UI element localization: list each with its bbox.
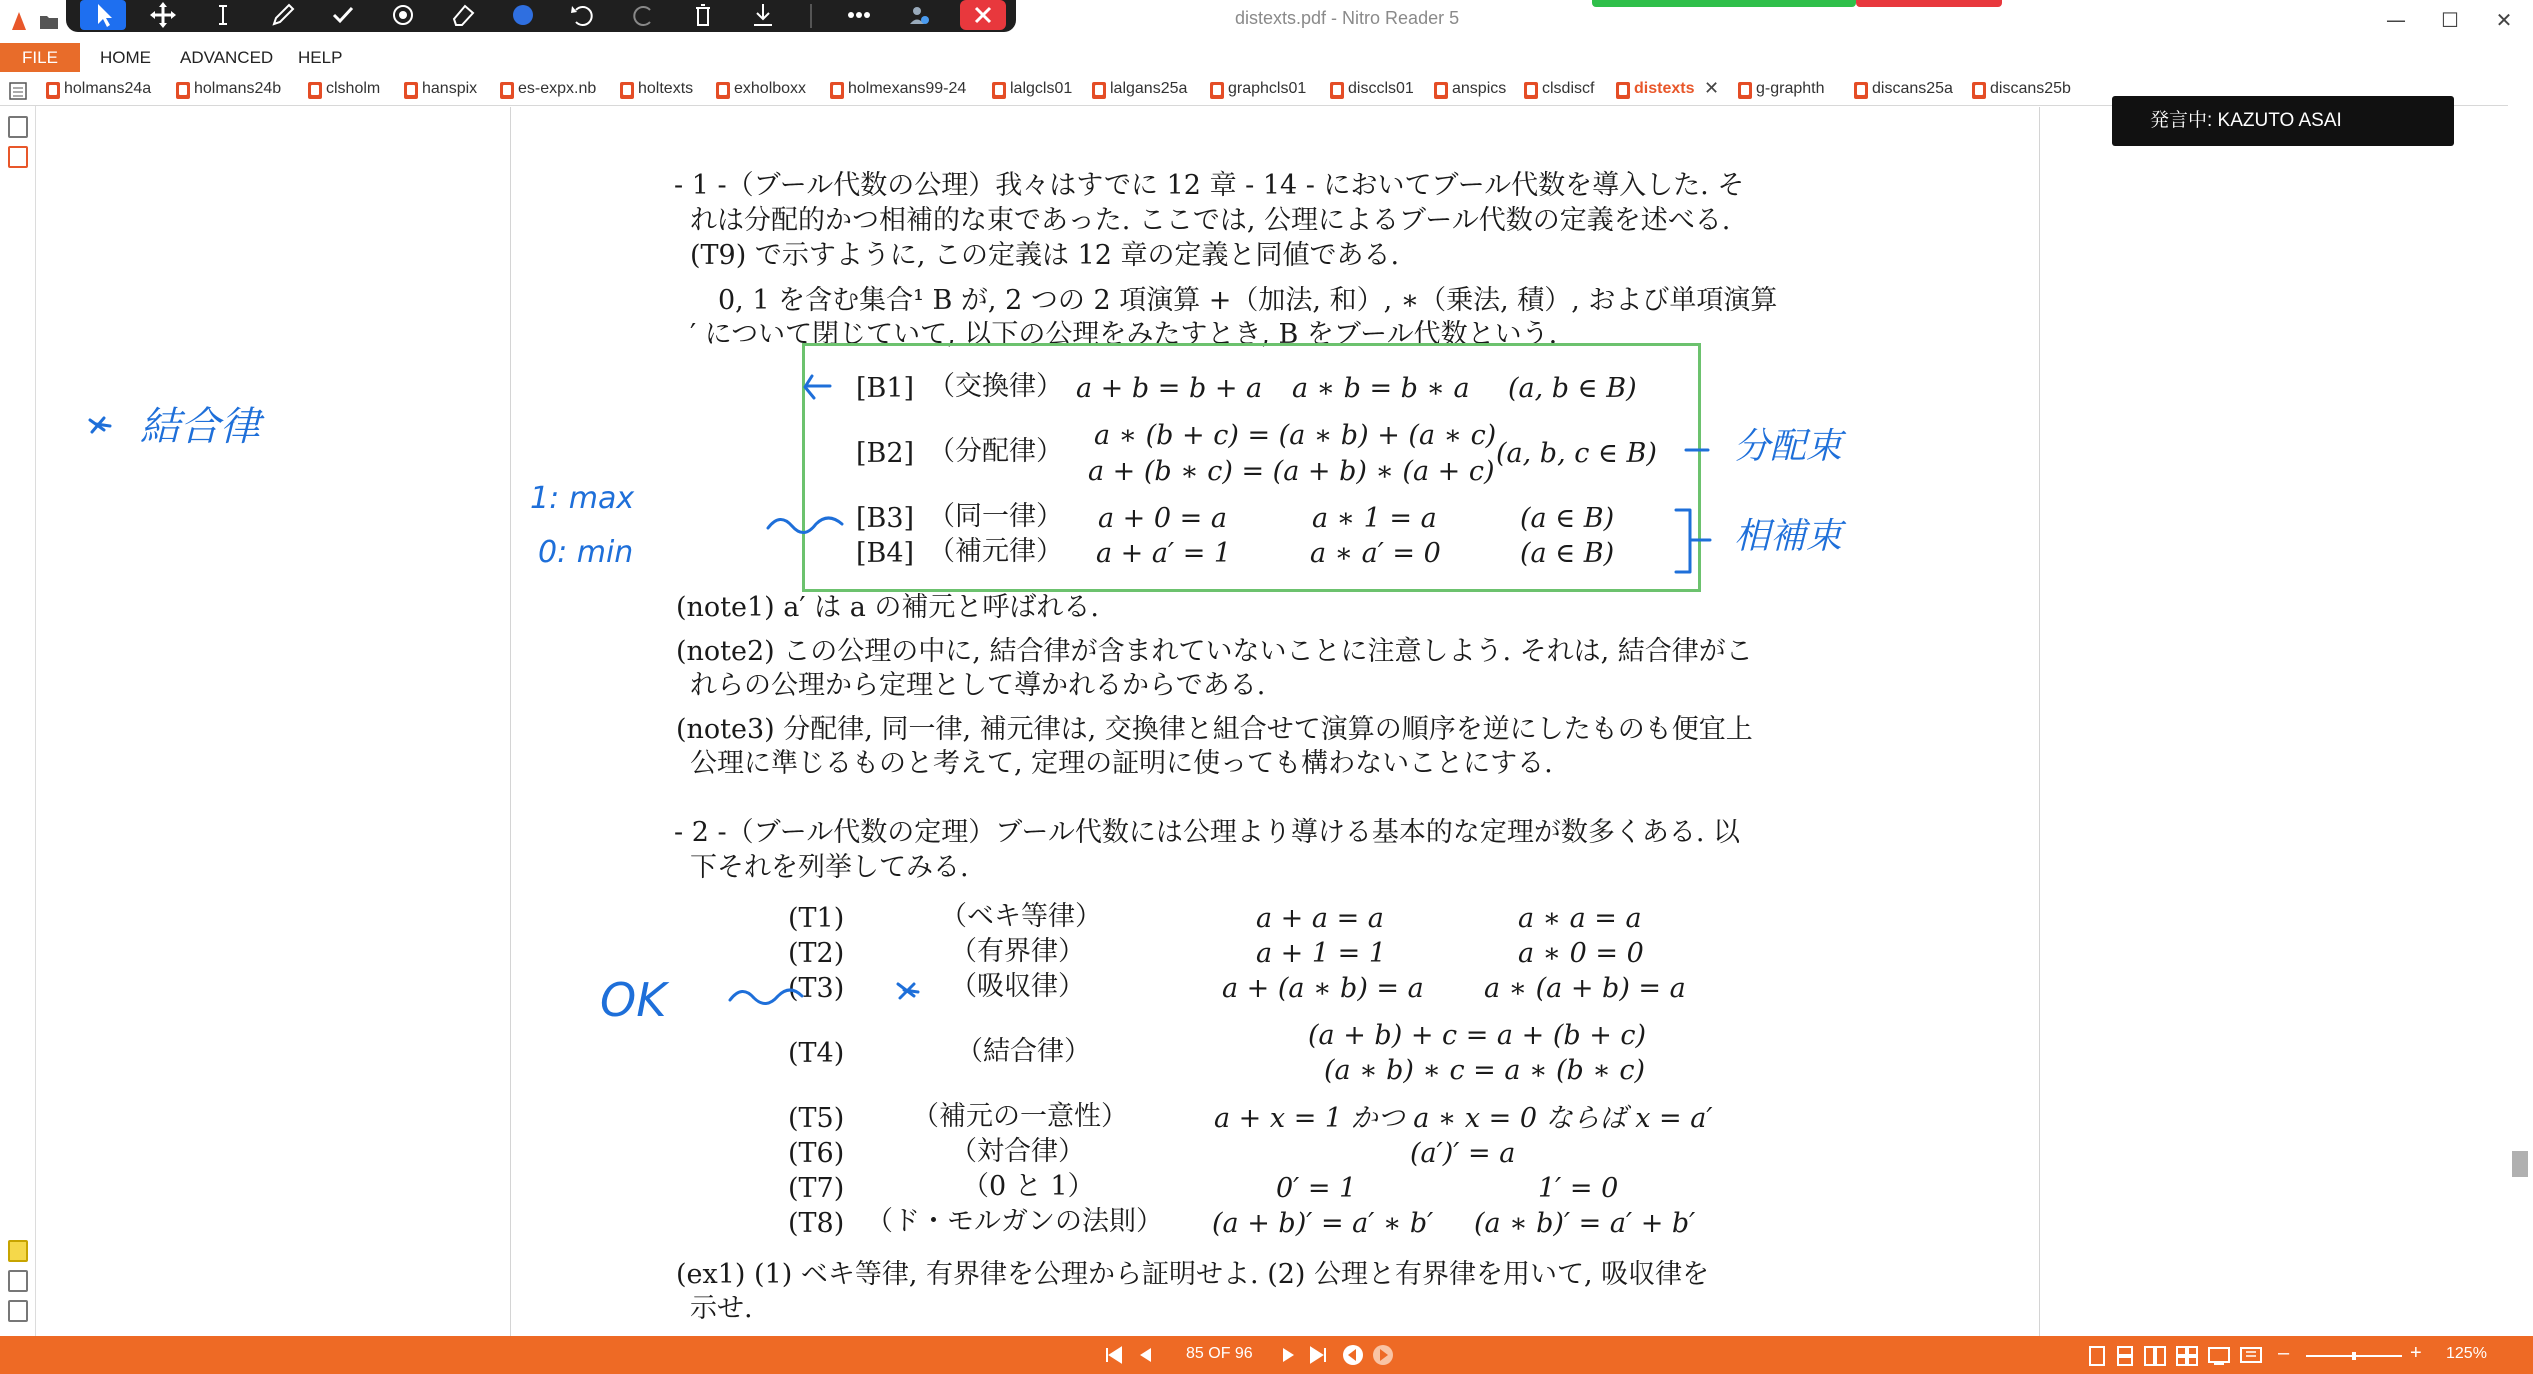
delete-icon[interactable] [680,0,726,30]
theorem-formula: a ∗ 0 = 0 [1518,938,1644,969]
axiom-name: （交換律） [928,371,1063,402]
viewer-margin-left [37,107,510,1336]
section1-line1: - 1 -（ブール代数の公理）我々はすでに 12 章 - 14 - においてブール代数を導入した. そ [674,170,1745,201]
theorem-name: （ベキ等律） [940,901,1102,932]
laser-pointer-icon[interactable] [380,0,426,30]
doc-tab-label: discans25a [1872,80,1953,97]
speaking-indicator: 発言中: KAZUTO ASAI [2112,96,2454,146]
bookmarks-panel-icon[interactable] [8,146,28,168]
pdf-file-icon [620,82,634,99]
zoom-in-icon[interactable]: + [2410,1342,2422,1364]
theorem-formula: a + a = a [1256,903,1384,934]
section1-line5: ′ について閉じていて, 以下の公理をみたすとき, B をブール代数という. [690,319,1558,350]
doc-tab-disccls01[interactable] [1328,80,1414,102]
axiom-tag: [B2] [856,438,915,469]
theorem-name: （吸収律） [950,971,1085,1002]
doc-tab-label: discans25b [1990,80,2071,97]
pdf-file-icon [716,82,730,99]
doc-tab-label: holtexts [638,80,694,97]
theorem-formula: 1′ = 0 [1538,1173,1619,1204]
pdf-file-icon [830,82,844,99]
axiom-formula: a ∗ 1 = a [1312,503,1437,534]
select-pointer-icon[interactable] [80,0,126,30]
checkmark-icon[interactable] [320,0,366,30]
doc-tab-lalgans25a[interactable] [1090,80,1187,102]
theorem-name: （対合律） [950,1136,1085,1167]
section1-line2: れは分配的かつ相補的な束であった. ここでは, 公理によるブール代数の定義を述べる. [690,205,1731,236]
doc-tab-label: distexts [1634,80,1695,97]
doc-tab-holmans24a[interactable] [44,80,151,102]
pdf-file-icon [500,82,514,99]
pdf-file-icon [404,82,418,99]
folder-open-icon[interactable] [38,10,60,32]
zoom-slider[interactable] [2306,1352,2402,1360]
menu-help[interactable]: HELP [298,48,343,67]
minimize-button[interactable]: — [2386,8,2406,32]
theorem-tag: (T1) [788,903,845,934]
pen-icon[interactable] [260,0,306,30]
pen-color-icon[interactable] [500,0,546,30]
pdf-file-icon [992,82,1006,99]
download-icon[interactable] [740,0,786,30]
doc-tab-holmexans99-24[interactable] [828,80,966,102]
ink-text-distributive-lattice: 分配束 [1734,426,1843,467]
meeting-status-green [1592,0,1856,7]
ink-text-max: 1: max [530,481,635,516]
theorem-formula: (a + b) + c = a + (b + c) [1308,1020,1647,1051]
axiom-formula: a ∗ b = b ∗ a [1292,373,1470,404]
doc-tab-lalgcls01[interactable] [990,80,1072,102]
theorem-tag: (T2) [788,938,845,969]
note2-line1: (note2) この公理の中に, 結合律が含まれていないことに注意しよう. それは, 結合律がこ [676,636,1753,667]
scrollbar-thumb[interactable] [2512,1151,2528,1177]
first-page-icon[interactable] [1104,1346,1124,1364]
previous-page-icon[interactable] [1136,1346,1154,1364]
facing-view-icon[interactable] [2144,1346,2166,1366]
close-tab-icon[interactable]: ✕ [1704,78,1720,99]
theorem-name: （結合律） [956,1036,1091,1067]
vertical-scrollbar[interactable] [2508,76,2533,1336]
next-page-icon[interactable] [1280,1346,1298,1364]
page-indicator[interactable]: 85 OF 96 [1186,1345,1253,1362]
note3-line1: (note3) 分配律, 同一律, 補元律は, 交換律と組合せて演算の順序を逆にしたものも便宜上 [676,714,1753,745]
ribbon-menu-bar [0,43,2533,72]
theorem-formula: 0′ = 1 [1276,1173,1357,1204]
next-view-icon[interactable] [1372,1344,1394,1366]
exercise1-line1: (ex1) (1) ベキ等律, 有界律を公理から証明せよ. (2) 公理と有界律を用いて, 吸収律を [676,1259,1710,1290]
doc-tab-label: g-graphth [1756,80,1825,97]
axiom-tag: [B3] [856,503,915,534]
doc-tab-label: holmexans99-24 [848,80,967,97]
section2-line2: 下それを列挙してみる. [690,852,969,883]
nitro-logo-icon [8,10,30,32]
undo-icon[interactable] [560,0,606,30]
doc-tab-distexts[interactable] [1614,80,1694,102]
axiom-formula: a + b = b + a [1076,373,1263,404]
doc-tab-label: holmans24b [194,80,282,97]
close-toolbar-icon[interactable] [960,0,1006,30]
theorem-formula: a ∗ a = a [1518,903,1642,934]
eraser-icon[interactable] [440,0,486,30]
continuous-view-icon[interactable] [2116,1346,2134,1366]
menu-file[interactable]: FILE [0,43,80,72]
axiom-domain: (a, b ∈ B) [1508,373,1637,404]
axiom-domain: (a ∈ B) [1520,538,1615,569]
theorem-name: （0 と 1） [962,1171,1095,1202]
pdf-file-icon [1210,82,1224,99]
pages-panel-icon[interactable] [8,116,28,138]
output-panel-icon[interactable] [8,1300,28,1322]
doc-tab-exholboxx[interactable] [714,80,806,102]
doc-tab-label: clsholm [326,80,381,97]
ink-text-min: 0: min [538,535,634,570]
theorem-name: （ド・モルガンの法則） [866,1206,1163,1237]
section1-line4: 0, 1 を含む集合¹ B が, 2 つの 2 項演算 +（加法, 和）, ∗（乗法, 積）, および単項演算 [718,285,1778,316]
facing-continuous-view-icon[interactable] [2176,1346,2198,1366]
doc-tab-g-graphth[interactable] [1736,80,1825,102]
pdf-file-icon [1738,82,1752,99]
doc-tab-clsholm[interactable] [306,80,380,102]
exercise1-line2: 示せ. [690,1293,753,1324]
toolbar-separator [810,4,812,28]
theorem-tag: (T7) [788,1173,845,1204]
pdf-file-icon [46,82,60,99]
text-cursor-icon[interactable] [200,0,246,30]
pdf-file-icon [1434,82,1448,99]
fit-page-icon[interactable] [2240,1346,2262,1366]
pdf-file-icon [1616,82,1630,99]
doc-tab-label: clsdiscf [1542,80,1595,97]
section2-line1: - 2 -（ブール代数の定理）ブール代数には公理より導ける基本的な定理が数多くある. 以 [674,817,1741,848]
left-sidebar [0,106,36,1336]
axiom-formula: a ∗ (b + c) = (a ∗ b) + (a ∗ c) [1094,420,1497,451]
axiom-name: （分配律） [928,436,1063,467]
axiom-formula: a ∗ a′ = 0 [1310,538,1441,569]
pdf-file-icon [1092,82,1106,99]
doc-tab-holmans24b[interactable] [174,80,281,102]
axiom-formula: a + a′ = 1 [1096,538,1232,569]
doc-tab-label: graphcls01 [1228,80,1307,97]
fit-width-icon[interactable] [2208,1346,2230,1366]
doc-tab-label: es-expx.nb [518,80,597,97]
attachments-panel-icon[interactable] [8,1270,28,1292]
note3-line2: 公理に準じるものと考えて, 定理の証明に使っても構わないことにする. [690,748,1553,779]
theorem-tag: (T8) [788,1208,845,1239]
theorem-formula: a ∗ (a + b) = a [1484,973,1686,1004]
theorem-formula: a + (a ∗ b) = a [1222,973,1424,1004]
pdf-file-icon [1524,82,1538,99]
theorem-formula: (a′)′ = a [1410,1138,1516,1169]
axiom-tag: [B4] [856,538,915,569]
axiom-formula: a + 0 = a [1098,503,1227,534]
note1: (note1) a′ は a の補元と呼ばれる. [676,592,1099,623]
doc-tab-es-expx[interactable] [498,80,596,102]
axiom-name: （同一律） [928,501,1063,532]
maximize-button[interactable]: ☐ [2441,8,2459,32]
doc-tab-discans25b[interactable] [1970,80,2071,102]
theorem-tag: (T3) [788,973,845,1004]
ink-text-associative: 結合律 [140,404,260,450]
pdf-file-icon [176,82,190,99]
previous-view-icon[interactable] [1342,1344,1364,1366]
doc-tab-label: lalgcls01 [1010,80,1073,97]
theorem-tag: (T4) [788,1038,845,1069]
theorem-name: （補元の一意性） [912,1101,1128,1132]
doc-tab-label: disccls01 [1348,80,1414,97]
axiom-domain: (a ∈ B) [1520,503,1615,534]
pdf-file-icon [1854,82,1868,99]
zoom-level[interactable]: 125% [2446,1345,2487,1362]
menu-advanced[interactable]: ADVANCED [180,48,274,67]
redo-icon[interactable] [620,0,666,30]
doc-tab-label: holmans24a [64,80,152,97]
theorem-formula: a + 1 = 1 [1256,938,1387,969]
last-page-icon[interactable] [1308,1346,1328,1364]
doc-tab-clsdiscf[interactable] [1522,80,1594,102]
axiom-name: （補元律） [928,536,1063,567]
section1-line3: (T9) で示すように, この定義は 12 章の定義と同値である. [690,240,1400,271]
meeting-status-red [1856,0,2002,7]
comments-panel-icon[interactable] [8,1240,28,1262]
theorem-formula: a + x = 1 かつ a ∗ x = 0 ならば x = a′ [1214,1103,1713,1134]
status-bar [0,1336,2533,1374]
close-window-button[interactable]: ✕ [2495,8,2513,32]
note2-line2: れらの公理から定理として導かれるからである. [690,670,1266,701]
doc-tab-discans25a[interactable] [1852,80,1953,102]
doc-tab-holtexts[interactable] [618,80,693,102]
more-options-icon[interactable] [836,0,882,30]
theorem-tag: (T6) [788,1138,845,1169]
axiom-tag: [B1] [856,373,915,404]
viewer-margin-right [2040,107,2505,1336]
doc-tab-anspics[interactable] [1432,80,1506,102]
doc-tab-label: hanspix [422,80,478,97]
doc-tab-graphcls01[interactable] [1208,80,1306,102]
zoom-out-icon[interactable]: – [2278,1342,2290,1364]
doc-tab-hanspix[interactable] [402,80,477,102]
tab-list-icon[interactable] [8,81,28,101]
theorem-formula: (a ∗ b)′ = a′ + b′ [1474,1208,1696,1239]
ink-text-complemented-lattice: 相補束 [1734,516,1843,557]
pdf-file-icon [1330,82,1344,99]
theorem-name: （有界律） [950,936,1085,967]
axiom-domain: (a, b, c ∈ B) [1496,438,1657,469]
theorem-formula: (a + b)′ = a′ ∗ b′ [1212,1208,1434,1239]
window-title: distexts.pdf - Nitro Reader 5 [1235,8,1460,28]
drawing-toolbar [66,0,1016,32]
doc-tab-label: anspics [1452,80,1507,97]
pdf-file-icon [1972,82,1986,99]
theorem-tag: (T5) [788,1103,845,1134]
pdf-file-icon [308,82,322,99]
doc-tab-label: lalgans25a [1110,80,1188,97]
ink-text-ok: OK [600,973,667,1027]
doc-tab-label: exholboxx [734,80,807,97]
single-page-view-icon[interactable] [2088,1346,2106,1366]
move-icon[interactable] [140,0,186,30]
axiom-formula: a + (b ∗ c) = (a + b) ∗ (a + c) [1088,456,1495,487]
theorem-formula: (a ∗ b) ∗ c = a ∗ (b ∗ c) [1324,1055,1645,1086]
menu-home[interactable]: HOME [100,48,151,67]
collaboration-icon[interactable] [896,0,942,30]
